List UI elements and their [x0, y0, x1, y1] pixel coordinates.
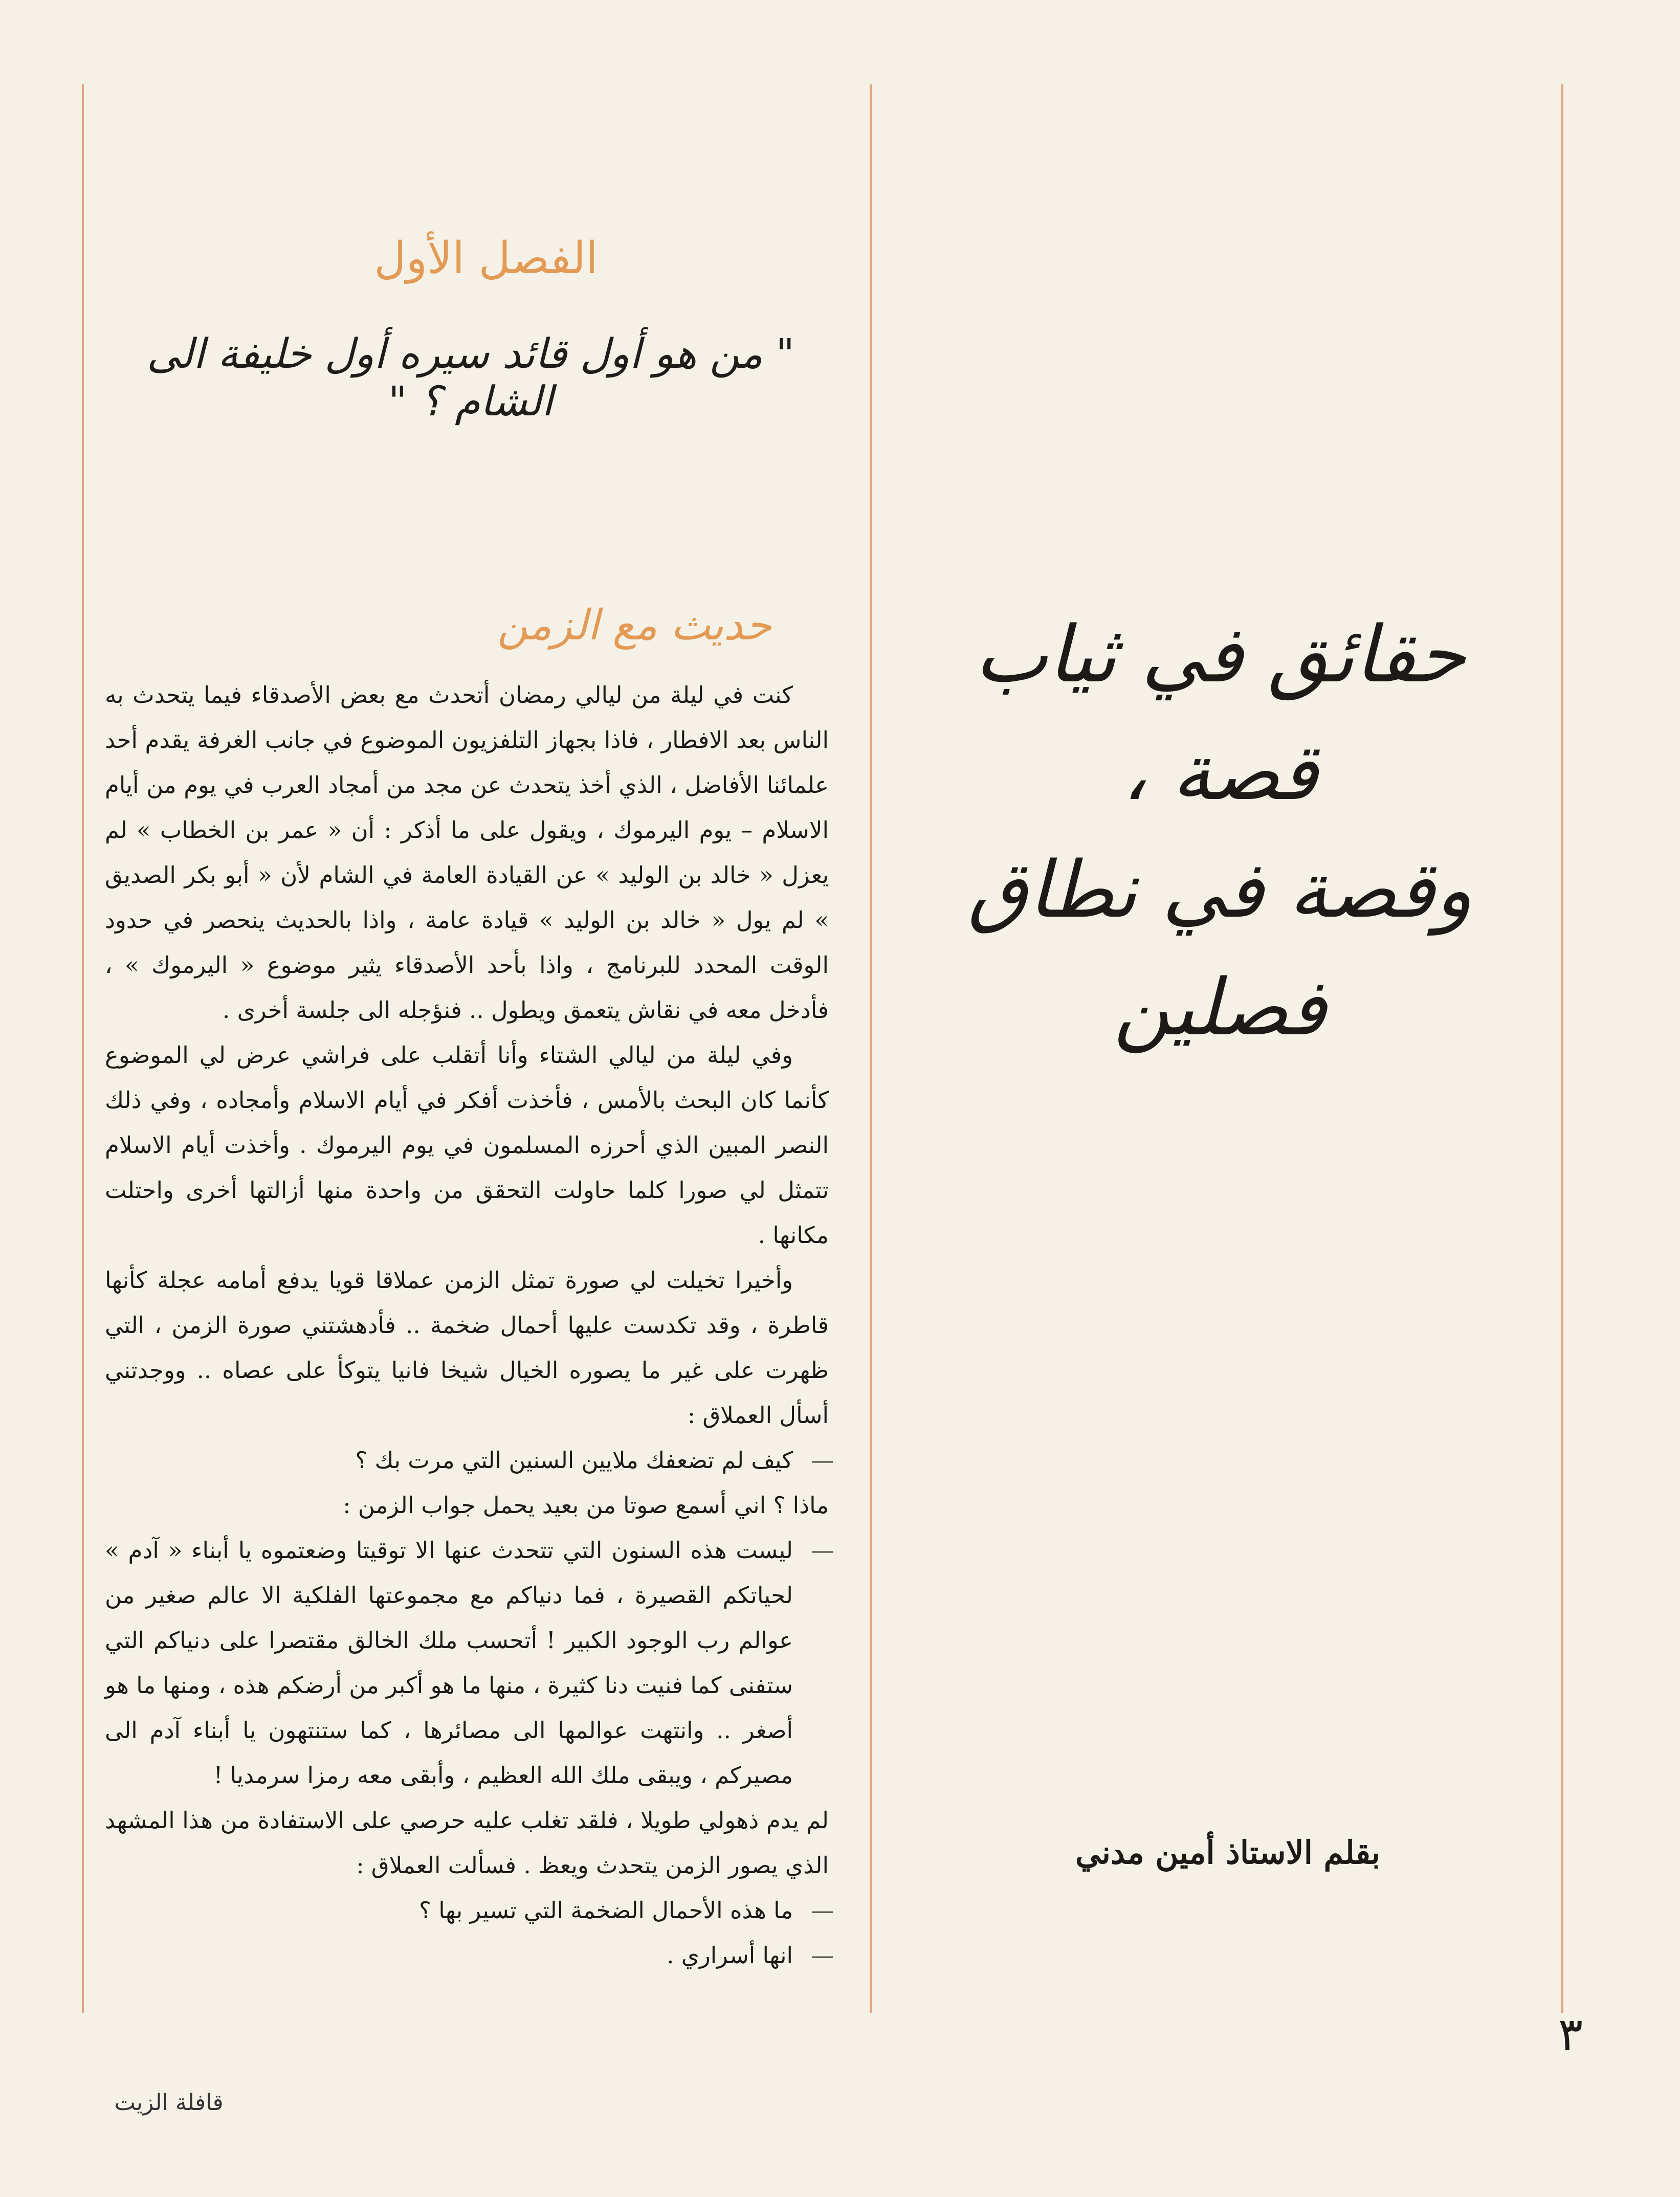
left-column-rule: [82, 84, 84, 2013]
article-paragraph: وفي ليلة من ليالي الشتاء وأنا أتقلب على فراشي عرض لي الموضوع كأنما كان البحث بالأمس ، فأخذت أفكر في أيام الاسلام وأمجاده ، وفي ذلك النصر المبين الذي أحرزه المسلمون في يوم اليرموك . وأخذت أيام الاسلام تتمثل لي صورا كلما حاولت التحقق من واحدة منها أزالتها أخرى واحتلت مكانها .: [105, 1041, 829, 1249]
author-byline: بقلم الاستاذ أمين مدني: [1075, 1834, 1380, 1871]
article-paragraph: كنت في ليلة من ليالي رمضان أتحدث مع بعض الأصدقاء فيما يتحدث به الناس بعد الافطار ، فاذا بجهاز التلفزيون الموضوع في جانب الغرفة يقدم أحد علمائنا الأفاضل ، الذي أخذ يتحدث عن مجد من أمجاد العرب في يوم من أيام الاسلام – يوم اليرموك ، ويقول على ما أذكر : أن « عمر بن الخطاب » لم يعزل « خالد بن الوليد » عن القيادة العامة في الشام لأن « أبو بكر الصديق » لم يول « خالد بن الوليد » قيادة عامة ، واذا بالحديث ينحصر في حدود الوقت المحدد للبرنامج ، واذا بأحد الأصدقاء يثير موضوع « اليرموك » ، فأدخل معه في نقاش يتعمق ويطول .. فنؤجله الى جلسة أخرى .: [105, 681, 829, 1024]
page-number: ٣: [1558, 2008, 1583, 2061]
chapter-label: الفصل الأول: [374, 233, 598, 284]
article-paragraph: وأخيرا تخيلت لي صورة تمثل الزمن عملاقا قويا يدفع أمامه عجلة كأنها قاطرة ، وقد تكدست عليها أحمال ضخمة .. فأدهشتني صورة الزمن ، التي ظهرت على غير ما يصوره الخيال شيخا فانيا يتوكأ على عصاه .. ووجدتني أسأل العملاق :: [105, 1267, 829, 1429]
main-title-line-2: وقصة في نطاق فصلين: [967, 845, 1473, 1053]
right-column-rule: [1561, 84, 1563, 2013]
article-body: [105, 673, 829, 1978]
narration-line: لم يدم ذهولي طويلا ، فلقد تغلب عليه حرصي على الاستفادة من هذا المشهد الذي يصور الزمن يتحدث ويعظ . فسألت العملاق :: [105, 1807, 829, 1879]
center-column-rule: [870, 84, 872, 2013]
main-title-line-1: حقائق في ثياب قصة ،: [975, 609, 1466, 817]
dialogue-line: — انها أسراري .: [105, 1933, 829, 1978]
main-title: [900, 596, 1540, 1067]
dialogue-line: — ما هذه الأحمال الضخمة التي تسير بها ؟: [105, 1888, 829, 1933]
magazine-name: قافلة الزيت: [114, 2090, 224, 2116]
dialogue-line: — كيف لم تضعفك ملايين السنين التي مرت بك ؟: [105, 1438, 829, 1483]
dialogue-line: — ليست هذه السنون التي تتحدث عنها الا توقيتا وضعتموه يا أبناء « آدم » لحياتكم القصيرة ، فما دنياكم مع مجموعتها الفلكية الا عالم صغير من عوالم رب الوجود الكبير ! أتحسب ملك الخالق مقتصرا على دنياكم التي ستفنى كما فنيت دنا كثيرة ، منها ما هو أكبر من أرضكم هذه ، ومنها ما هو أصغر .. وانتهت عوالمها الى مصائرها ، كما ستنتهون يا أبناء آدم الى مصيركم ، ويبقى ملك الله العظيم ، وأبقى معه رمزا سرمديا !: [105, 1528, 829, 1798]
narration-line: ماذا ؟ اني أسمع صوتا من بعيد يحمل جواب الزمن :: [343, 1492, 829, 1519]
section-heading: حديث مع الزمن: [497, 601, 772, 650]
chapter-question: " من هو أول قائد سيره أول خليفة الى الشام ؟ ": [146, 330, 795, 425]
